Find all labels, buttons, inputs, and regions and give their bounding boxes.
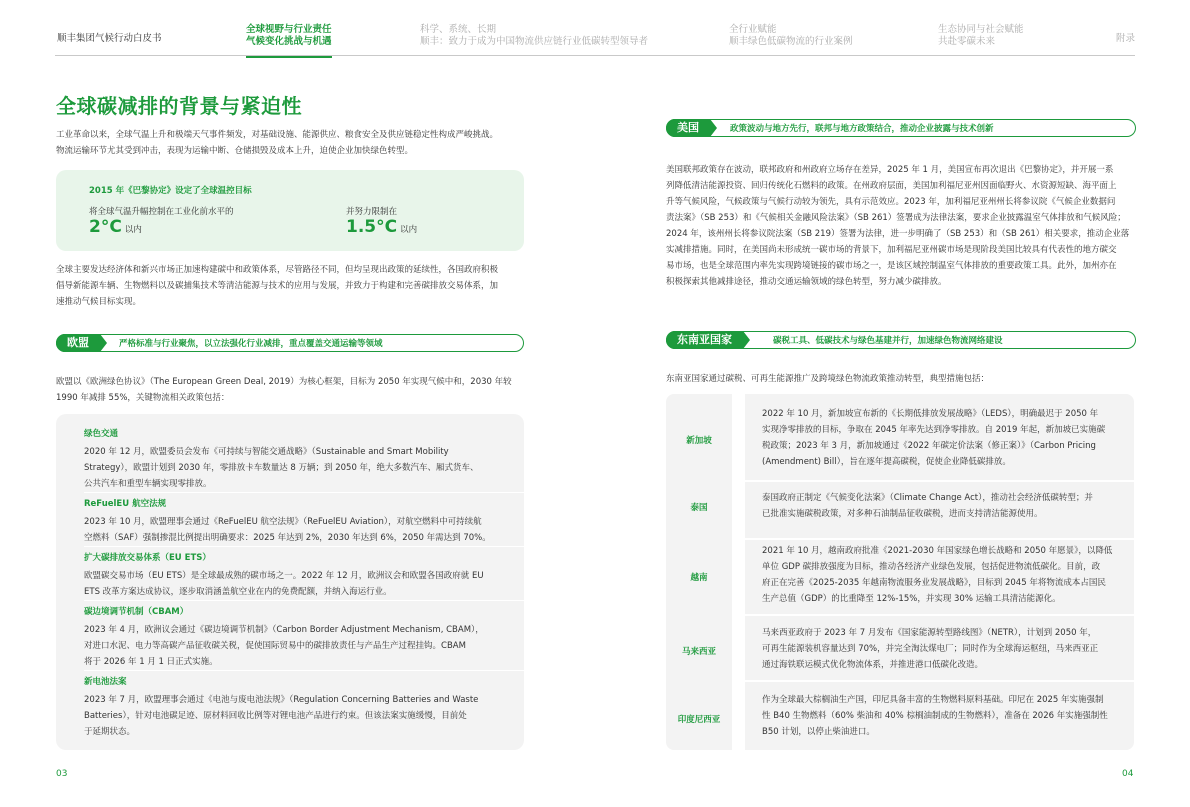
nav-section-3-line1: 全行业赋能 <box>729 24 777 35</box>
row-divider <box>745 680 1134 682</box>
sea-headline: 碳税工具、低碳技术与绿色基建并行，加速绿色物流网络建设 <box>773 336 1003 346</box>
eu-policy-battery <box>84 676 504 740</box>
paris-agreement-card <box>56 170 524 251</box>
policy-indonesia <box>762 692 1122 740</box>
eu-section-header <box>56 334 524 352</box>
intro-paragraph <box>56 127 526 159</box>
page-number-left: 03 <box>56 769 68 779</box>
country-singapore: 新加坡 <box>686 436 712 446</box>
eu-divider <box>84 546 552 547</box>
policy-paragraph <box>56 262 526 310</box>
nav-section-3[interactable] <box>729 24 853 48</box>
nav-section-4[interactable] <box>938 24 1024 48</box>
eu-policy-title: 绿色交通 <box>84 429 119 439</box>
eu-policy-title: 碳边境调节机制（CBAM） <box>84 607 189 617</box>
paris-value-2c-unit: 以内 <box>124 225 142 235</box>
eu-policy-cbam <box>84 606 504 670</box>
policy-line: 作为全球最大棕榈油生产国，印尼具备丰富的生物燃料原料基础。印尼在 2025 年实施强制 <box>762 695 1104 705</box>
eu-policy-line: 空燃料（SAF）强制掺混比例提出明确要求：2025 年达到 2%，2030 年达到 6%，2050 年需达到 70%。 <box>84 533 491 543</box>
us-line: 责法案》（SB 253）和《气候相关金融风险法案》（SB 261）签署成为法律法案，要求企业披露温室气体排放和气候风险； <box>666 213 1126 223</box>
eu-policy-title: ReFuelEU 航空法规 <box>84 499 167 509</box>
paris-value-15c-unit: 以内 <box>400 225 418 235</box>
us-line: 2024 年，该州州长将参议院法案（SB 219）签署为法律，进一步明确了（SB 253）和（SB 261）相关要求，推动企业落 <box>666 229 1130 239</box>
eu-policy-line: Strategy），欧盟计划到 2030 年，零排放卡车数量达 8 万辆；到 2050 年，绝大多数汽车、厢式货车、 <box>84 463 479 473</box>
us-section-header <box>666 119 1136 137</box>
us-line: 列降低清洁能源投资、回归传统化石燃料的政策。在州政府层面，美国加利福尼亚州因面临野火、水资源短缺、海平面上 <box>666 181 1117 191</box>
header-divider <box>55 55 1135 56</box>
nav-section-2[interactable] <box>420 24 648 48</box>
eu-policy-line: 2020 年 12 月，欧盟委员会发布《可持续与智能交通战略》（Sustainable and Smart Mobility <box>84 447 449 457</box>
us-tag: 美国 <box>666 119 710 137</box>
policy-line: 2021 年 10 月，越南政府批准《2021-2030 年国家绿色增长战略和 2050 年愿景》，以降低 <box>762 546 1113 556</box>
policy-thailand <box>762 490 1122 522</box>
eu-policy-line: 2023 年 7 月，欧盟理事会通过《电池与废电池法规》（Regulation Concerning Batteries and Waste <box>84 695 479 705</box>
nav-section-1[interactable] <box>246 24 332 48</box>
page-header <box>0 0 1190 62</box>
page-title: 全球碳减排的背景与紧迫性 <box>56 94 302 118</box>
eu-divider <box>84 600 552 601</box>
sea-tag: 东南亚国家 <box>666 331 743 349</box>
eu-policy-title: 新电池法案 <box>84 677 127 687</box>
eu-divider <box>84 670 552 671</box>
nav-section-2-line1: 科学、系统、长期 <box>420 24 497 35</box>
row-divider <box>745 538 1134 540</box>
policy-line: 速推动气候目标实现。 <box>56 297 142 307</box>
policy-vietnam <box>762 543 1122 607</box>
eu-intro-line: 欧盟以《欧洲绿色协议》（The European Green Deal, 2019）为核心框架，目标为 2050 年实现气候中和，2030 年较 <box>56 377 512 387</box>
policy-line: (Amendment) Bill），旨在逐年提高碳税，促使企业降低碳排放。 <box>762 457 1011 467</box>
eu-policy-refueleu <box>84 498 504 546</box>
paris-card-title: 2015 年《巴黎协定》设定了全球温控目标 <box>89 186 252 196</box>
nav-appendix[interactable]: 附录 <box>1116 33 1136 44</box>
policy-line: 性 B40 生物燃料（60% 柴油和 40% 棕榈油制成的生物燃料），准备在 2026 年实施强制性 <box>762 711 1108 721</box>
paris-value-15c-number: 1.5°C <box>346 217 398 237</box>
nav-section-1-line1: 全球视野与行业责任 <box>246 24 332 35</box>
policy-line: 全球主要发达经济体和新兴市场正加速构建碳中和政策体系，尽管路径不同，但均呈现出政策的延续性，各国政府积极 <box>56 265 499 275</box>
policy-line: 2022 年 10 月，新加坡宣布新的《长期低排放发展战略》（LEDS），明确最迟于 2050 年 <box>762 409 1099 419</box>
us-headline: 政策波动与地方先行，联邦与地方政策结合，推动企业披露与技术创新 <box>730 124 994 134</box>
eu-policy-line: 于延期状态。 <box>84 727 136 737</box>
eu-policy-line: 2023 年 4 月，欧洲议会通过《碳边境调节机制》（Carbon Border Adjustment Mechanism, CBAM）， <box>84 625 484 635</box>
eu-policy-line: 对进口水泥、电力等高碳产品征收碳关税，促使国际贸易中的碳排放责任与产品生产过程挂钩。CBAM <box>84 641 466 651</box>
eu-policy-line: 将于 2026 年 1 月 1 日正式实施。 <box>84 657 218 667</box>
us-line: 美国联邦政策存在波动，联邦政府和州政府立场存在差异，2025 年 1 月，美国宣布再次退出《巴黎协定》，并开展一系 <box>666 165 1114 175</box>
us-line: 升等气候风险，气候政策与气候行动较为领先，具有示范效应。2023 年，加利福尼亚州州长将参议院《气候企业数据问 <box>666 197 1116 207</box>
page-number-right: 04 <box>1122 769 1134 779</box>
intro-line: 物流运输环节尤其受到冲击，表现为运输中断、仓储损毁及成本上升，迫使企业加快绿色转型。 <box>56 146 414 156</box>
policy-malaysia <box>762 625 1122 673</box>
policy-line: 府正在完善《2025-2035 年越南物流服务业发展战略》，目标到 2045 年将物流成本占国民 <box>762 578 1106 588</box>
policy-line: 生产总值（GDP）的比重降至 12%-15%，并实现 30% 运输工具清洁能源化。 <box>762 594 1061 604</box>
policy-line: 泰国政府正制定《气候变化法案》（Climate Change Act），推动社会经济低碳转型；并 <box>762 493 1093 503</box>
policy-line: 已批准实施碳税政策，对多种石油制品征收碳税，进而支持清洁能源使用。 <box>762 509 1043 519</box>
eu-policy-green-transport <box>84 428 504 492</box>
paris-value-2c-number: 2°C <box>89 217 122 237</box>
paris-value-15c <box>346 217 417 237</box>
policy-line: B50 计划，以停止柴油进口。 <box>762 727 875 737</box>
eu-tag: 欧盟 <box>56 334 100 352</box>
document-title: 顺丰集团气候行动白皮书 <box>57 33 162 44</box>
intro-line: 工业革命以来，全球气温上升和极端天气事件频发，对基础设施、能源供应、粮食安全及供应链稳定性构成严峻挑战。 <box>56 130 499 140</box>
paris-label-2c: 将全球气温升幅控制在工业化前水平的 <box>89 207 234 217</box>
row-divider <box>745 614 1134 616</box>
eu-policy-line: ETS 改革方案达成协议，逐步取消涵盖航空业在内的免费配额，并纳入海运行业。 <box>84 587 392 597</box>
eu-intro <box>56 374 526 406</box>
eu-intro-line: 1990 年减排 55%，关键物流相关政策包括： <box>56 393 230 403</box>
policy-line: 实现净零排放的目标，争取在 2045 年率先达到净零排放。自 2019 年起，新加坡已实施碳 <box>762 425 1106 435</box>
sea-intro: 东南亚国家通过碳税、可再生能源推广及跨境绿色物流政策推动转型，典型措施包括： <box>666 374 990 384</box>
eu-policies-card <box>56 414 524 750</box>
nav-section-1-line2: 气候变化挑战与机遇 <box>246 36 332 47</box>
us-line: 易市场，也是全球范围内率先实现跨境链接的碳市场之一，是该区域控制温室气体排放的重要政策工具。此外，加州亦在 <box>666 261 1117 271</box>
policy-line: 通过海铁联运模式优化物流体系，并推进港口低碳化改造。 <box>762 660 984 670</box>
nav-section-2-line2: 顺丰：致力于成为中国物流供应链行业低碳转型领导者 <box>420 36 649 47</box>
sea-countries-table <box>666 394 1134 750</box>
nav-section-3-line2: 顺丰绿色低碳物流的行业案例 <box>729 36 853 47</box>
paris-label-15c: 并努力限制在 <box>346 207 398 217</box>
eu-headline: 严格标准与行业聚焦，以立法强化行业减排，重点覆盖交通运输等领域 <box>119 339 383 349</box>
nav-section-4-line2: 共赴零碳未来 <box>938 36 996 47</box>
us-line: 积极探索其他减排途径，推动交通运输领域的绿色转型，努力减少碳排放。 <box>666 277 947 287</box>
eu-policy-line: 欧盟碳交易市场（EU ETS）是全球最成熟的碳市场之一。2022 年 12 月，欧洲议会和欧盟各国政府就 EU <box>84 571 484 581</box>
country-thailand: 泰国 <box>690 503 708 513</box>
eu-policy-line: Batteries），针对电池碳足迹、原材料回收比例等对锂电池产品进行约束。但该法案实施缓慢，目前处 <box>84 711 467 721</box>
eu-policy-line: 2023 年 10 月，欧盟理事会通过《ReFuelEU 航空法规》（ReFuelEU Aviation），对航空燃料中可持续航 <box>84 517 482 527</box>
country-vietnam: 越南 <box>690 573 708 583</box>
policy-line: 单位 GDP 碳排放强度为目标，推动各经济产业绿色发展，包括促进物流低碳化。目前，政 <box>762 562 1101 572</box>
eu-divider <box>84 492 552 493</box>
policy-line: 可再生能源装机容量达到 70%，并完全淘汰煤电厂；同时作为全球海运枢纽，马来西亚正 <box>762 644 1099 654</box>
country-indonesia: 印度尼西亚 <box>677 715 721 725</box>
policy-line: 税政策；2023 年 3 月，新加坡通过《2022 年碳定价法案（修正案）》（Carbon Pricing <box>762 441 1096 451</box>
eu-policy-line: 公共汽车和重型车辆实现零排放。 <box>84 479 212 489</box>
nav-section-4-line1: 生态协同与社会赋能 <box>938 24 1024 35</box>
row-divider <box>745 480 1134 482</box>
paris-value-2c <box>89 217 142 237</box>
sea-section-header <box>666 331 1136 349</box>
policy-line: 马来西亚政府于 2023 年 7 月发布《国家能源转型路线图》（NETR），计划到 2050 年， <box>762 628 1097 638</box>
eu-policy-title: 扩大碳排放交易体系（EU ETS） <box>84 553 211 563</box>
us-paragraph <box>666 162 1140 290</box>
policy-singapore <box>762 406 1122 470</box>
eu-policy-ets <box>84 552 504 600</box>
country-malaysia: 马来西亚 <box>681 647 716 657</box>
us-line: 实减排措施。同时，在美国尚未形成统一碳市场的背景下，加利福尼亚州碳市场是现阶段美国比较具有代表性的地方碳交 <box>666 245 1117 255</box>
policy-line: 倡导新能源车辆、生物燃料以及碳捕集技术等清洁能源与技术的应用与发展，并致力于构建和完善碳排放交易体系，加 <box>56 281 499 291</box>
